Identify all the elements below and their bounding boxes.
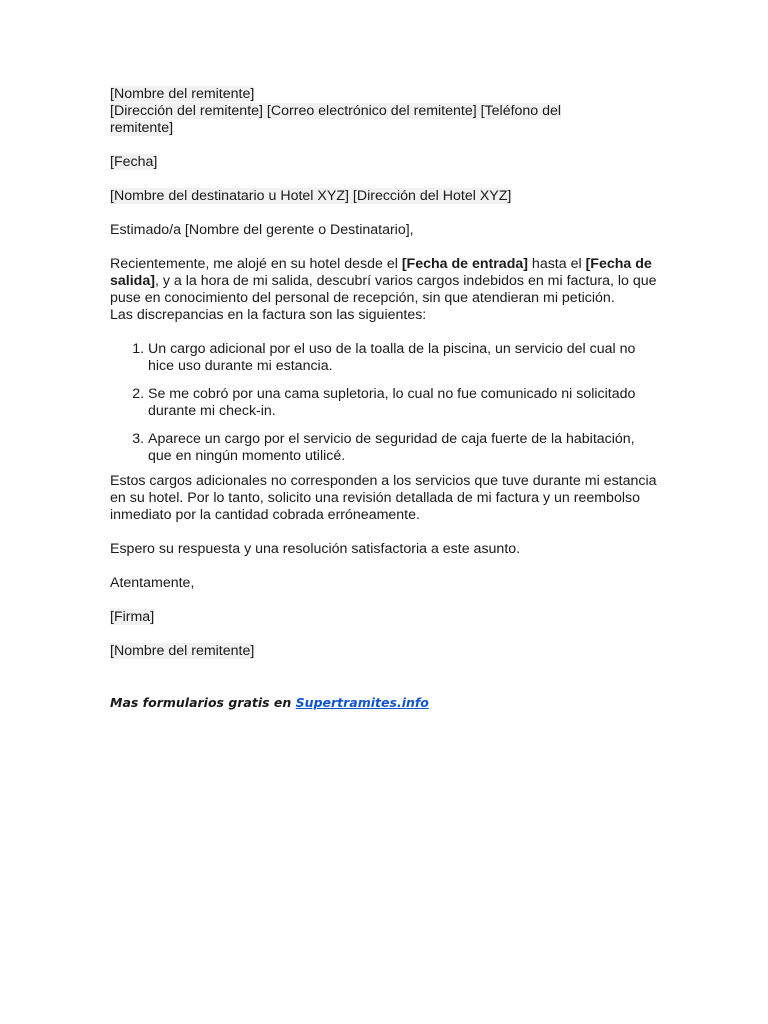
footer-text: Mas formularios gratis en (110, 695, 296, 710)
sender-name: [Nombre del remitente] (110, 86, 255, 102)
letter-body (110, 86, 658, 711)
request-paragraph: Estos cargos adicionales no corresponden a los servicios que tuve durante mi estancia en su hotel. Por lo tanto, solicito una revisión detallada de mi factura y un reembolso inmediato por la cantidad cobrada erróneamente. (110, 473, 657, 523)
check-in-date: [Fecha de entrada] (401, 256, 528, 272)
recipient-line (110, 188, 658, 205)
list-item: 1. Un cargo adicional por el uso de la toalla de la piscina, un servicio del cual no hice uso durante mi estancia. (148, 341, 658, 375)
signature: [Firma] (110, 609, 155, 625)
signature-line (110, 609, 658, 626)
sender-contact-line1: [Dirección del remitente] [Correo electrónico del remitente] [Teléfono del (110, 103, 562, 119)
date: [Fecha] (110, 154, 158, 170)
sign-off: Atentamente, (110, 575, 195, 591)
recipient: [Nombre del destinatario u Hotel XYZ] [Dirección del Hotel XYZ] (110, 188, 512, 204)
list-item: 3. Aparece un cargo por el servicio de seguridad de caja fuerte de la habitación, que en ningún momento utilicé. (148, 431, 658, 465)
intro-text-1: Recientemente, me alojé en su hotel desde el (110, 256, 402, 272)
closing-paragraph: Espero su respuesta y una resolución satisfactoria a este asunto. (110, 541, 521, 557)
sender-contact-line2: remitente] (110, 120, 174, 136)
sender-block (110, 86, 658, 137)
intro-paragraph (110, 256, 658, 307)
footer-promo (110, 694, 658, 711)
date-line (110, 154, 658, 171)
list-item: 2. Se me cobró por una cama supletoria, lo cual no fue comunicado ni solicitado durante mi check-in. (148, 386, 658, 420)
sender-name-footer-line (110, 643, 658, 660)
intro-text-3: , y a la hora de mi salida, descubrí varios cargos indebidos en mi factura, lo que puse en conocimiento del personal de recepción, sin que atendieran mi petición. (110, 273, 657, 306)
list-intro: Las discrepancias en la factura son las siguientes: (110, 307, 427, 323)
intro-text-2: hasta el (527, 256, 586, 272)
check-out-date: [Fecha de salida] (110, 256, 652, 289)
greeting: Estimado/a [Nombre del gerente o Destinatario], (110, 222, 414, 238)
discrepancy-list (110, 341, 658, 465)
sender-name-footer: [Nombre del remitente] (110, 643, 255, 659)
footer-link[interactable]: Supertramites.info (295, 695, 429, 710)
